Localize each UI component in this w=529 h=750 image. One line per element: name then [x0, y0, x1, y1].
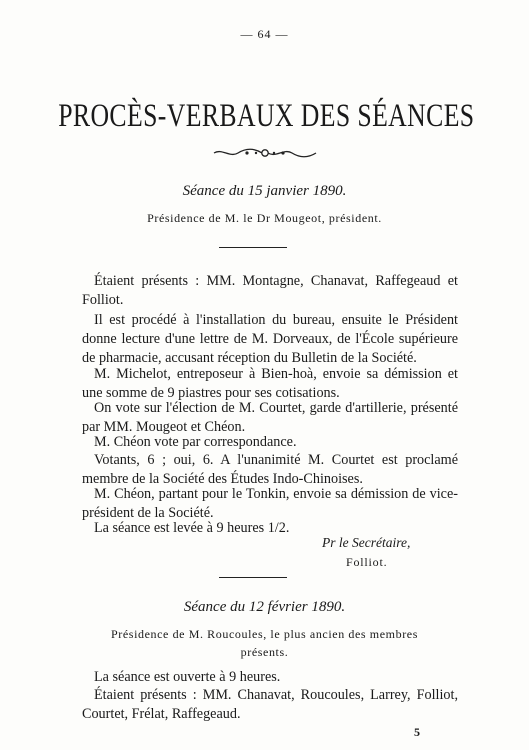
session-presidence: Présidence de M. Roucoules, le plus ancien des membres: [111, 627, 418, 641]
paragraph: La séance est levée à 9 heures 1/2.: [94, 520, 290, 536]
session-presidence-continued: présents.: [240, 645, 289, 659]
session-heading: Séance du 15 janvier 1890.: [182, 183, 347, 199]
paragraph: M. Chéon vote par correspondance.: [94, 434, 297, 450]
page-number: — 64 —: [240, 27, 289, 41]
paragraph: On vote sur l'élection de M. Courtet, garde d'artillerie, présenté par MM. Mougeot et Chéon.: [82, 400, 458, 435]
title-ornament: [212, 146, 318, 160]
paragraph: La séance est ouverte à 9 heures.: [94, 669, 281, 685]
paragraph: Il est procédé à l'installation du bureau, ensuite le Président donne lecture d'une lettre de M. Dorveaux, de l'École supérieure de pharmacie, accusant réception du Bulletin de la Société.: [82, 312, 458, 366]
paragraph: M. Chéon, partant pour le Tonkin, envoie sa démission de vice-président de la Société.: [82, 486, 458, 521]
paragraph: M. Michelot, entreposeur à Bien-hoà, envoie sa démission et une somme de 9 piastres pour ses cotisations.: [82, 366, 458, 401]
page-title: PROCÈS-VERBAUX DES SÉANCES: [58, 98, 475, 134]
section-divider: [219, 247, 287, 248]
paragraph: Étaient présents : MM. Montagne, Chanavat, Raffegeaud et Folliot.: [82, 273, 458, 308]
session-presidence: Présidence de M. le Dr Mougeot, président.: [147, 211, 382, 225]
signature-mark: 5: [414, 725, 420, 739]
secretary-name: Folliot.: [346, 555, 388, 569]
session-heading: Séance du 12 février 1890.: [183, 599, 346, 615]
paragraph: Étaient présents : MM. Chanavat, Roucoules, Larrey, Folliot, Courtet, Frélat, Raffegeaud.: [82, 687, 458, 722]
paragraph: Votants, 6 ; oui, 6. A l'unanimité M. Courtet est proclamé membre de la Société des Études Indo-Chinoises.: [82, 452, 458, 487]
section-divider: [219, 577, 287, 578]
secretary-title: Pr le Secrétaire,: [322, 535, 411, 550]
